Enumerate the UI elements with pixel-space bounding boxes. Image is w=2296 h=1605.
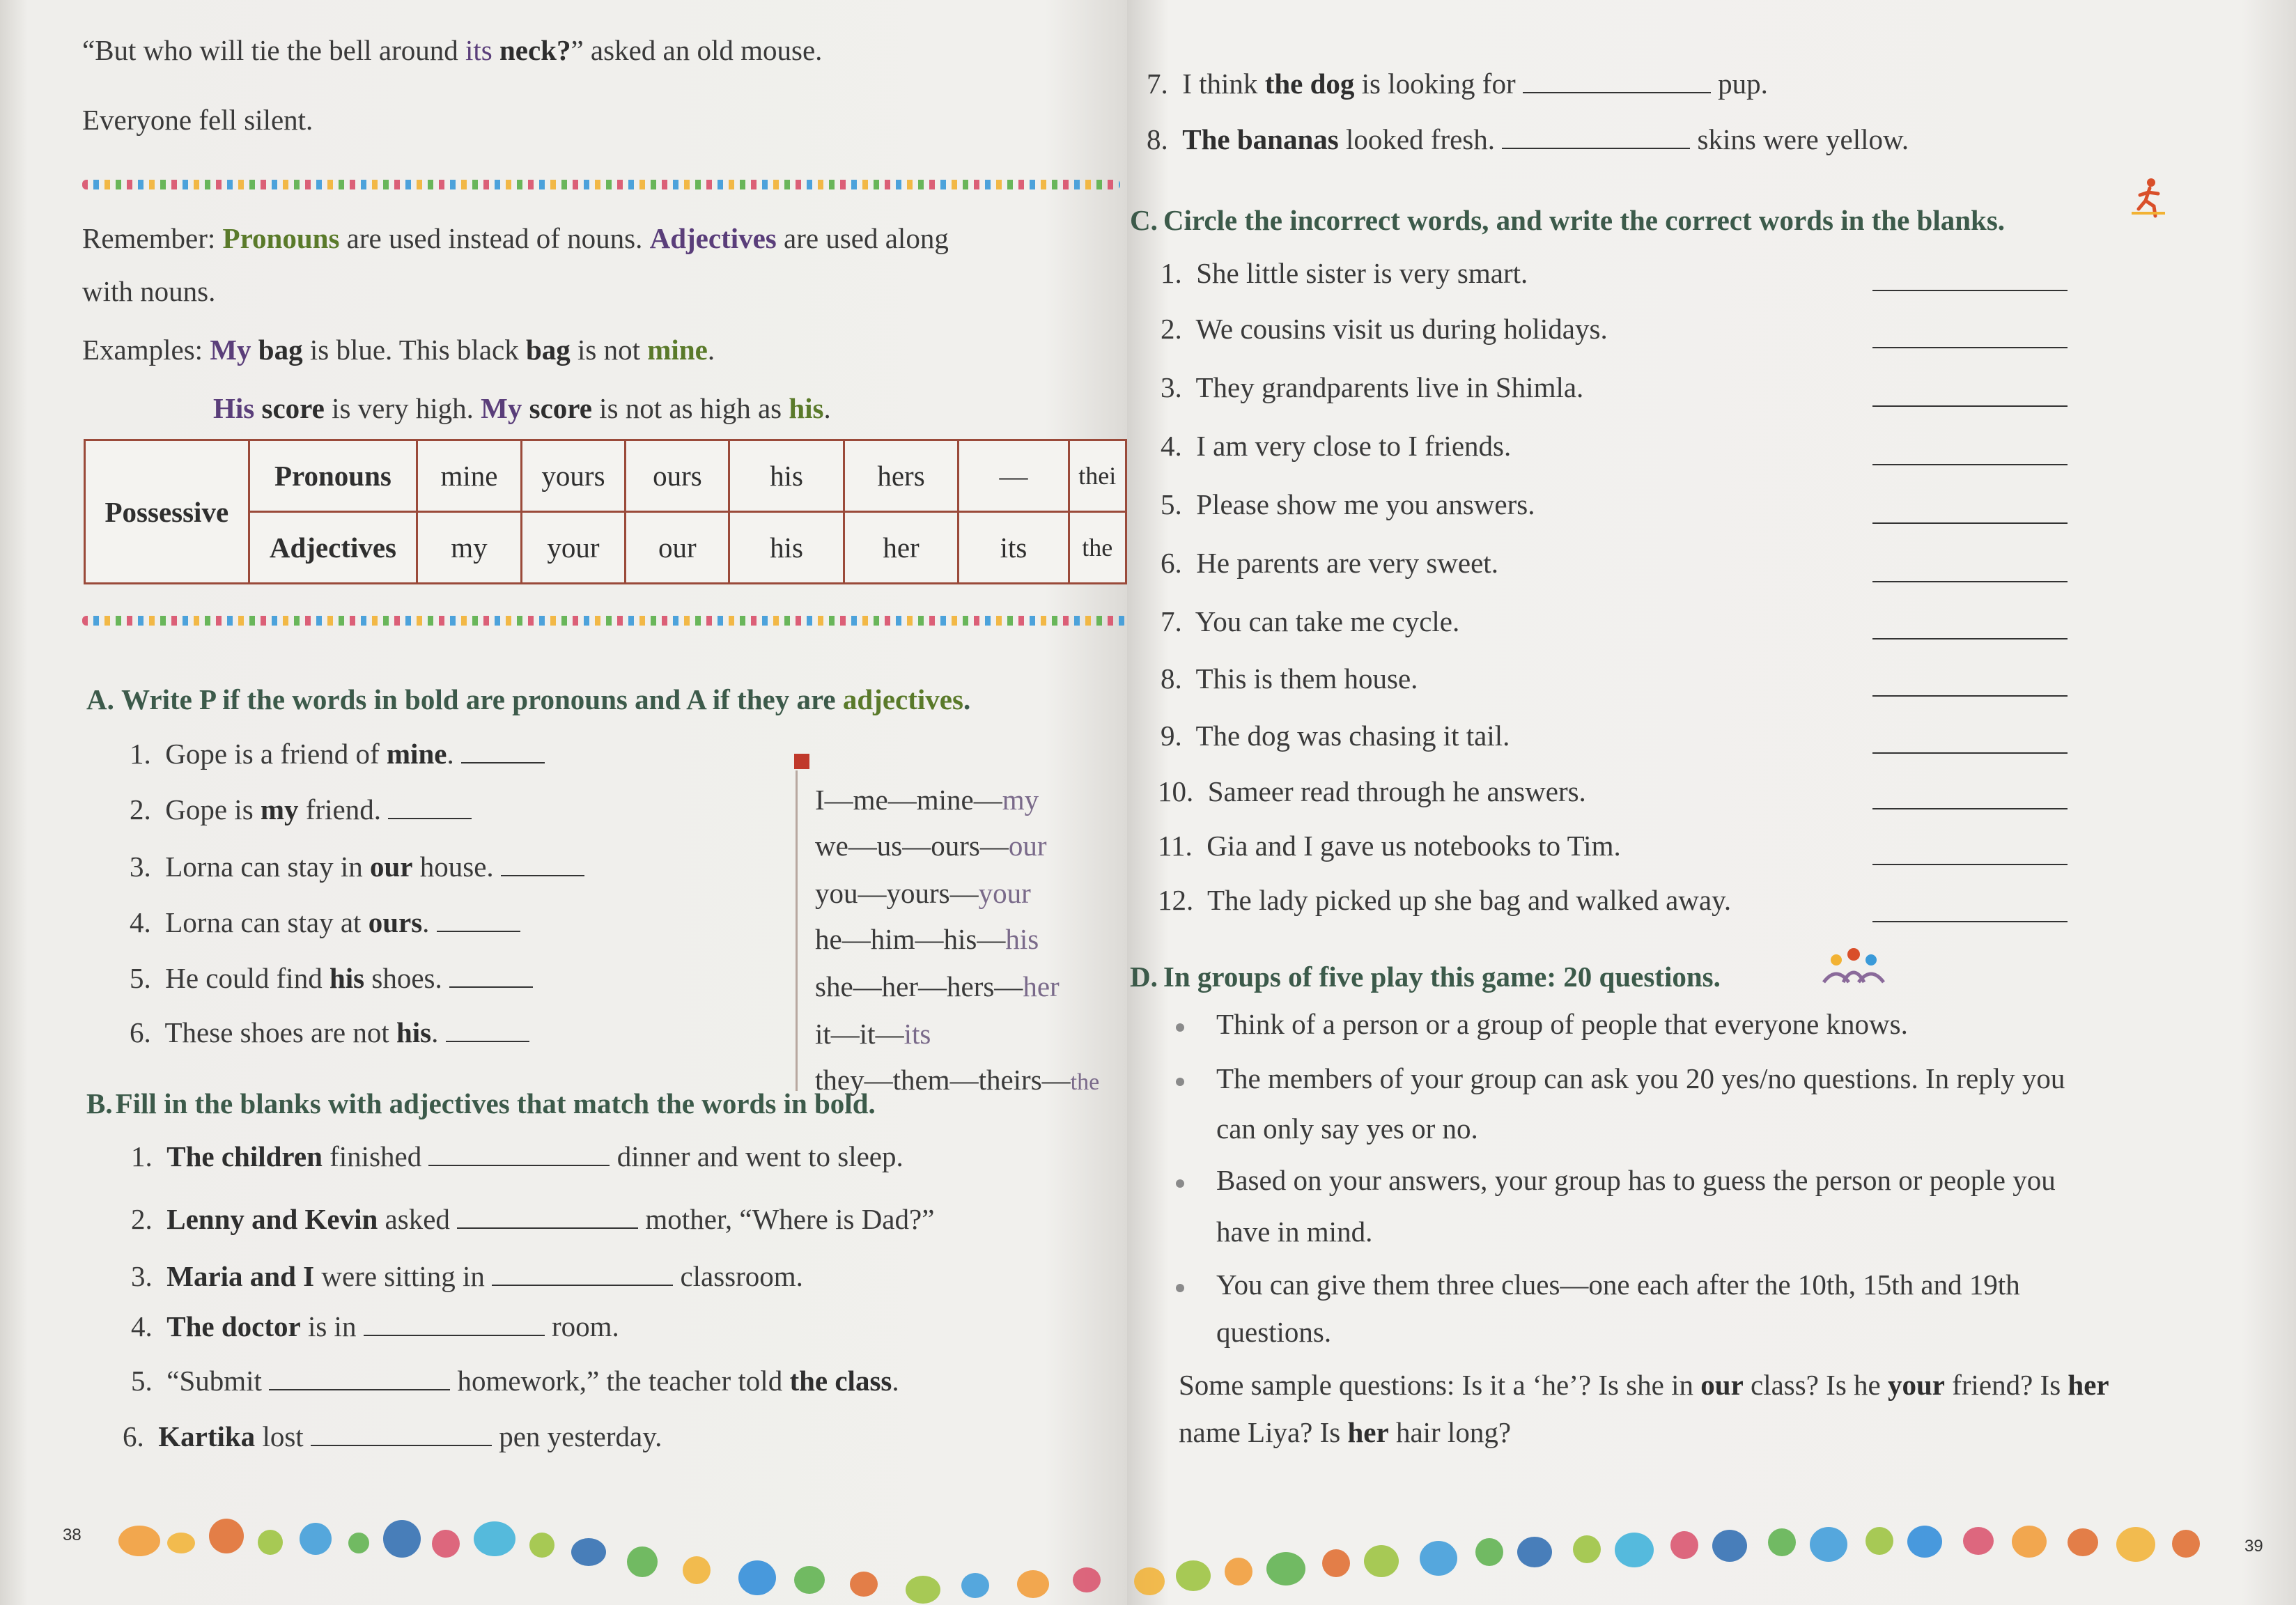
table-cell: his <box>729 440 844 512</box>
pronoun-list-row: it—it—its <box>815 1018 931 1050</box>
pronoun-list-row: I—me—mine—my <box>815 784 1039 816</box>
b-continued-item-8: 8. The bananas looked fresh. skins were yellow. <box>1147 123 1909 155</box>
answer-blank[interactable] <box>1872 497 2068 524</box>
section-c-item: 12. The lady picked up she bag and walked away. <box>1158 884 1732 916</box>
table-row-label: Adjectives <box>249 512 417 584</box>
answer-blank[interactable] <box>1872 670 2068 697</box>
section-c-item: 2. We cousins visit us during holidays. <box>1161 313 1608 345</box>
pronoun-list-row: they—them—theirs—the <box>815 1064 1100 1096</box>
section-b-item-3: 3. Maria and I were sitting in classroom. <box>131 1260 803 1292</box>
section-b-item-5: 5. “Submit homework,” the teacher told the class. <box>131 1365 899 1397</box>
table-cell: yours <box>521 440 626 512</box>
section-d-heading: D. In groups of five play this game: 20 questions. <box>1130 961 1721 993</box>
table-cell: his <box>729 512 844 584</box>
answer-blank[interactable] <box>446 1016 529 1042</box>
left-page <box>0 0 1127 1605</box>
answer-blank[interactable] <box>269 1364 450 1390</box>
section-c-item: 1. She little sister is very smart. <box>1161 257 1528 289</box>
section-c-item: 6. He parents are very sweet. <box>1161 547 1498 579</box>
section-c-item: 8. This is them house. <box>1161 662 1418 695</box>
pronoun-list-row: we—us—ours—our <box>815 830 1047 862</box>
section-c-item: 4. I am very close to I friends. <box>1161 430 1512 462</box>
group-people-icon <box>1815 947 1892 986</box>
section-d-bullet-2-cont: can only say yes or no. <box>1216 1112 1478 1145</box>
bullet-dot <box>1176 1023 1184 1032</box>
examples-line-2: His score is very high. My score is not as high as his. <box>213 392 831 424</box>
answer-blank[interactable] <box>1872 727 2068 754</box>
section-c-heading: C. Circle the incorrect words, and write the correct words in the blanks. <box>1130 204 2006 236</box>
answer-blank[interactable] <box>1872 556 2068 582</box>
examples-line-1: Examples: My bag is blue. This black bag is not mine. <box>82 334 715 366</box>
answer-blank[interactable] <box>1502 123 1690 149</box>
page-number-right: 39 <box>2244 1537 2263 1556</box>
table-side-label: Possessive <box>85 440 249 584</box>
table-cell: my <box>417 512 521 584</box>
section-b-item-2: 2. Lenny and Kevin asked mother, “Where is Dad?” <box>131 1203 935 1235</box>
answer-blank[interactable] <box>1872 322 2068 348</box>
section-b-item-4: 4. The doctor is in room. <box>131 1310 619 1342</box>
section-c-item: 10. Sameer read through he answers. <box>1158 775 1586 807</box>
section-c-item: 3. They grandparents live in Shimla. <box>1161 371 1584 403</box>
section-d-bullet-1: Think of a person or a group of people that everyone knows. <box>1176 1007 1908 1041</box>
section-a-item-3: 3. Lorna can stay in our house. <box>130 850 584 883</box>
answer-blank[interactable] <box>428 1140 610 1166</box>
section-c-item: 5. Please show me you answers. <box>1161 488 1535 520</box>
table-cell: — <box>959 440 1069 512</box>
section-a-heading: A. Write P if the words in bold are pronouns and A if they are adjectives. <box>86 683 971 715</box>
section-c-item: 7. You can take me cycle. <box>1161 605 1460 637</box>
section-d-bullet-3: Based on your answers, your group has to guess the person or people you <box>1176 1163 2056 1197</box>
table-cell: the <box>1069 512 1126 584</box>
section-a-item-4: 4. Lorna can stay at ours. <box>130 906 520 939</box>
dotted-divider-bottom <box>82 616 1127 626</box>
table-cell: our <box>626 512 729 584</box>
pronoun-list-row: he—him—his—his <box>815 923 1039 955</box>
answer-blank[interactable] <box>1523 67 1711 93</box>
section-a-item-2: 2. Gope is my friend. <box>130 793 472 826</box>
answer-blank[interactable] <box>501 850 584 876</box>
remember-line-2: with nouns. <box>82 275 216 307</box>
section-d-bullet-4-cont: questions. <box>1216 1316 1332 1348</box>
right-page <box>1127 0 2296 1605</box>
bullet-dot <box>1176 1179 1184 1188</box>
answer-blank[interactable] <box>1872 613 2068 639</box>
answer-blank[interactable] <box>437 906 520 932</box>
section-b-heading: B. Fill in the blanks with adjectives that match the words in bold. <box>86 1087 876 1119</box>
section-a-item-1: 1. Gope is a friend of mine. <box>130 737 545 770</box>
possessive-table <box>84 439 1127 584</box>
story-line-2: Everyone fell silent. <box>82 104 313 136</box>
table-row-label: Pronouns <box>249 440 417 512</box>
pronoun-list-row: you—yours—your <box>815 877 1031 909</box>
b-continued-item-7: 7. I think the dog is looking for pup. <box>1147 68 1768 100</box>
answer-blank[interactable] <box>1872 896 2068 922</box>
bullet-dot <box>1176 1284 1184 1292</box>
answer-blank[interactable] <box>311 1420 492 1446</box>
story-line-1: “But who will tie the bell around its neck?” asked an old mouse. <box>82 34 823 66</box>
remember-line-1: Remember: Pronouns are used instead of nouns. Adjectives are used along <box>82 222 949 254</box>
answer-blank[interactable] <box>1872 839 2068 865</box>
section-d-bullet-2: The members of your group can ask you 20 yes/no questions. In reply you <box>1176 1062 2065 1095</box>
table-cell: her <box>844 512 959 584</box>
answer-blank[interactable] <box>492 1259 673 1286</box>
bullet-dot <box>1176 1078 1184 1086</box>
section-d-bullet-4: You can give them three clues—one each after the 10th, 15th and 19th <box>1176 1268 2020 1301</box>
section-a-item-5: 5. He could find his shoes. <box>130 961 533 995</box>
section-d-bullet-3-cont: have in mind. <box>1216 1216 1373 1248</box>
section-c-item: 11. Gia and I gave us notebooks to Tim. <box>1158 830 1621 862</box>
table-cell: its <box>959 512 1069 584</box>
sample-questions-line-1: Some sample questions: Is it a ‘he’? Is she in our class? Is he your friend? Is her <box>1179 1369 2109 1401</box>
answer-blank[interactable] <box>364 1310 545 1336</box>
table-cell: thei <box>1069 440 1126 512</box>
answer-blank[interactable] <box>461 737 545 763</box>
answer-blank[interactable] <box>449 961 533 988</box>
section-b-item-6: 6. Kartika lost pen yesterday. <box>123 1420 662 1452</box>
section-b-item-1: 1. The children finished dinner and went to sleep. <box>131 1140 903 1172</box>
page-number-left: 38 <box>63 1526 82 1544</box>
table-cell: ours <box>626 440 729 512</box>
table-cell: your <box>521 512 626 584</box>
sample-questions-line-2: name Liya? Is her hair long? <box>1179 1416 1512 1448</box>
answer-blank[interactable] <box>1872 380 2068 407</box>
running-figure-icon <box>2130 177 2169 219</box>
pronoun-list-marker <box>794 754 809 769</box>
answer-blank[interactable] <box>1872 783 2068 809</box>
answer-blank[interactable] <box>1872 265 2068 291</box>
table-cell: hers <box>844 440 959 512</box>
section-a-item-6: 6. These shoes are not his. <box>130 1016 529 1049</box>
answer-blank[interactable] <box>1872 439 2068 465</box>
section-c-item: 9. The dog was chasing it tail. <box>1161 720 1510 752</box>
pronoun-list-rule <box>796 770 798 1091</box>
answer-blank[interactable] <box>388 793 472 819</box>
answer-blank[interactable] <box>457 1202 638 1229</box>
pronoun-list-row: she—her—hers—her <box>815 970 1060 1002</box>
table-cell: mine <box>417 440 521 512</box>
dotted-divider-top <box>82 180 1120 189</box>
